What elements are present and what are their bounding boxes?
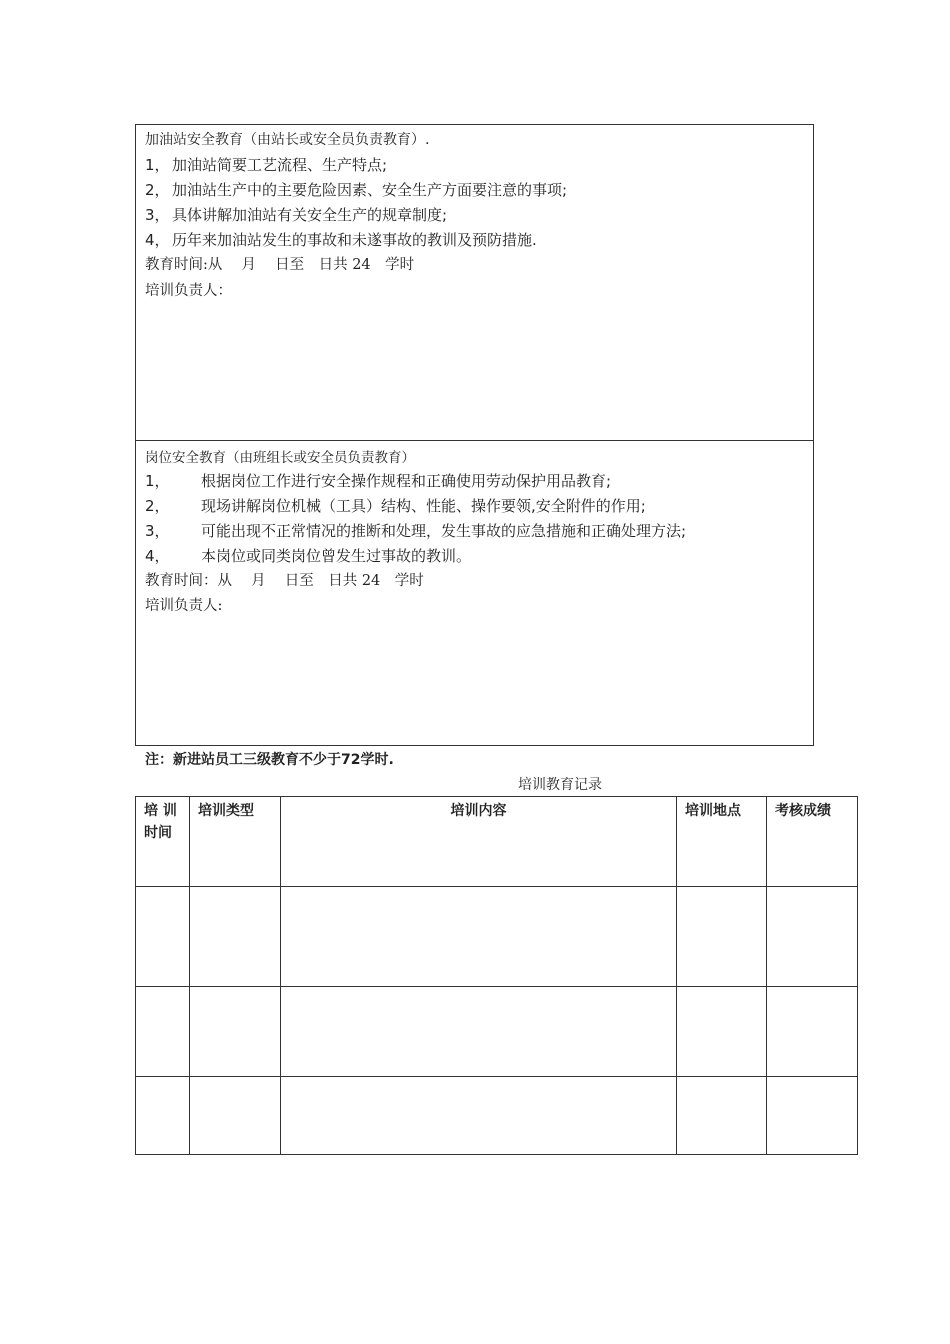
table-cell <box>767 987 858 1077</box>
list-item: 1， 加油站简要工艺流程、生产特点; <box>145 156 388 174</box>
list-item: 3， 具体讲解加油站有关安全生产的规章制度; <box>145 206 448 224</box>
list-item: 4， 本岗位或同类岗位曾发生过事故的教训。 <box>145 547 472 565</box>
post-safety-section <box>135 440 814 746</box>
table-cell <box>767 1077 858 1155</box>
table-cell <box>136 1077 190 1155</box>
post-section-title: 岗位安全教育（由班组长或安全员负责教育） <box>145 450 415 466</box>
header-training-type: 培训类型 <box>190 797 281 887</box>
table-cell <box>677 987 767 1077</box>
list-item: 4， 历年来加油站发生的事故和未遂事故的教训及预防措施. <box>145 231 537 249</box>
list-item: 2， 加油站生产中的主要危险因素、安全生产方面要注意的事项; <box>145 181 568 199</box>
table-cell <box>281 887 677 987</box>
table-cell <box>190 1077 281 1155</box>
table-cell <box>677 887 767 987</box>
header-training-time: 培 训时间 <box>136 797 190 887</box>
training-record-table <box>135 796 858 1155</box>
table-cell <box>767 887 858 987</box>
trainer-label: 培训负责人: <box>145 598 223 614</box>
table-row <box>136 887 858 987</box>
table-cell <box>190 987 281 1077</box>
table-header-row <box>136 797 858 887</box>
table-cell <box>281 1077 677 1155</box>
station-section-title: 加油站安全教育（由站长或安全员负责教育）. <box>145 132 430 148</box>
table-row <box>136 1077 858 1155</box>
education-time-line: 教育时间:从 月 日至 日共 24 学时 <box>145 257 415 273</box>
list-item: 3， 可能出现不正常情况的推断和处理，发生事故的应急措施和正确处理方法; <box>145 522 687 540</box>
note-text: 注：新进站员工三级教育不少于72学时. <box>145 752 394 768</box>
station-safety-section <box>135 124 814 441</box>
table-cell <box>677 1077 767 1155</box>
trainer-label: 培训负责人： <box>145 283 232 299</box>
education-time-line: 教育时间：从 月 日至 日共 24 学时 <box>145 573 424 589</box>
record-title: 培训教育记录 <box>518 777 602 793</box>
table-cell <box>281 987 677 1077</box>
table-cell <box>136 887 190 987</box>
header-training-content: 培训内容 <box>281 797 677 887</box>
table-cell <box>136 987 190 1077</box>
header-assessment-score: 考核成绩 <box>767 797 858 887</box>
table-row <box>136 987 858 1077</box>
list-item: 1， 根据岗位工作进行安全操作规程和正确使用劳动保护用品教育; <box>145 472 612 490</box>
list-item: 2， 现场讲解岗位机械（工具）结构、性能、操作要领,安全附件的作用; <box>145 497 646 515</box>
header-training-location: 培训地点 <box>677 797 767 887</box>
table-cell <box>190 887 281 987</box>
